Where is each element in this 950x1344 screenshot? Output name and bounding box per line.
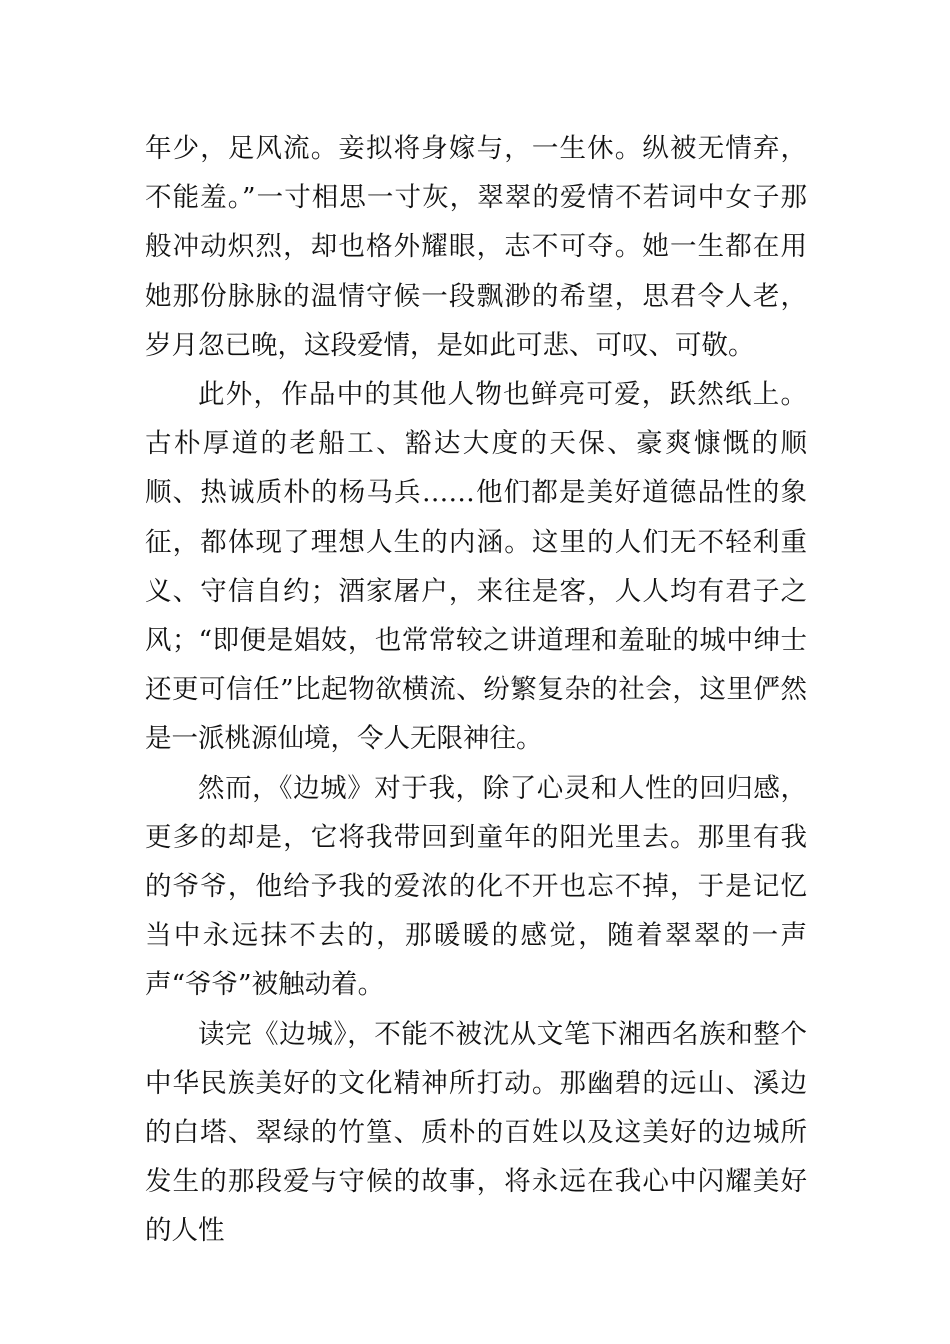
paragraph-conclusion: 读完《边城》，不能不被沈从文笔下湘西名族和整个中华民族美好的文化精神所打动。那幽碧的远山、溪边的白塔、翠绿的竹篁、质朴的百姓以及这美好的边城所发生的那段爱与守候的故事，将永远在我心中闪耀美好的人性 [145, 1018, 807, 1247]
paragraph-other-characters: 此外，作品中的其他人物也鲜亮可爱，跃然纸上。古朴厚道的老船工、豁达大度的天保、豪爽慷慨的顺顺、热诚质朴的杨马兵……他们都是美好道德品性的象征，都体现了理想人生的内涵。这里的人们无不轻利重义、守信自约；酒家屠户，来往是客，人人均有君子之风；“即便是娼妓，也常常较之讲道理和羞耻的城中绅士还更可信任”比起物欲横流、纷繁复杂的社会，这里俨然是一派桃源仙境，令人无限神往。 [145, 379, 807, 755]
document-body [145, 124, 807, 1256]
paragraph-continued: 年少，足风流。妾拟将身嫁与，一生休。纵被无情弃，不能羞。”一寸相思一寸灰，翠翠的爱情不若词中女子那般冲动炽烈，却也格外耀眼，志不可夺。她一生都在用她那份脉脉的温情守候一段飘渺的希望，思君令人老，岁月忽已晚，这段爱情，是如此可悲、可叹、可敬。 [145, 133, 807, 361]
paragraph-childhood-memory: 然而，《边城》对于我，除了心灵和人性的回归感，更多的却是，它将我带回到童年的阳光里去。那里有我的爷爷，他给予我的爱浓的化不开也忘不掉，于是记忆当中永远抹不去的，那暖暖的感觉，随着翠翠的一声声“爷爷”被触动着。 [145, 772, 807, 1001]
